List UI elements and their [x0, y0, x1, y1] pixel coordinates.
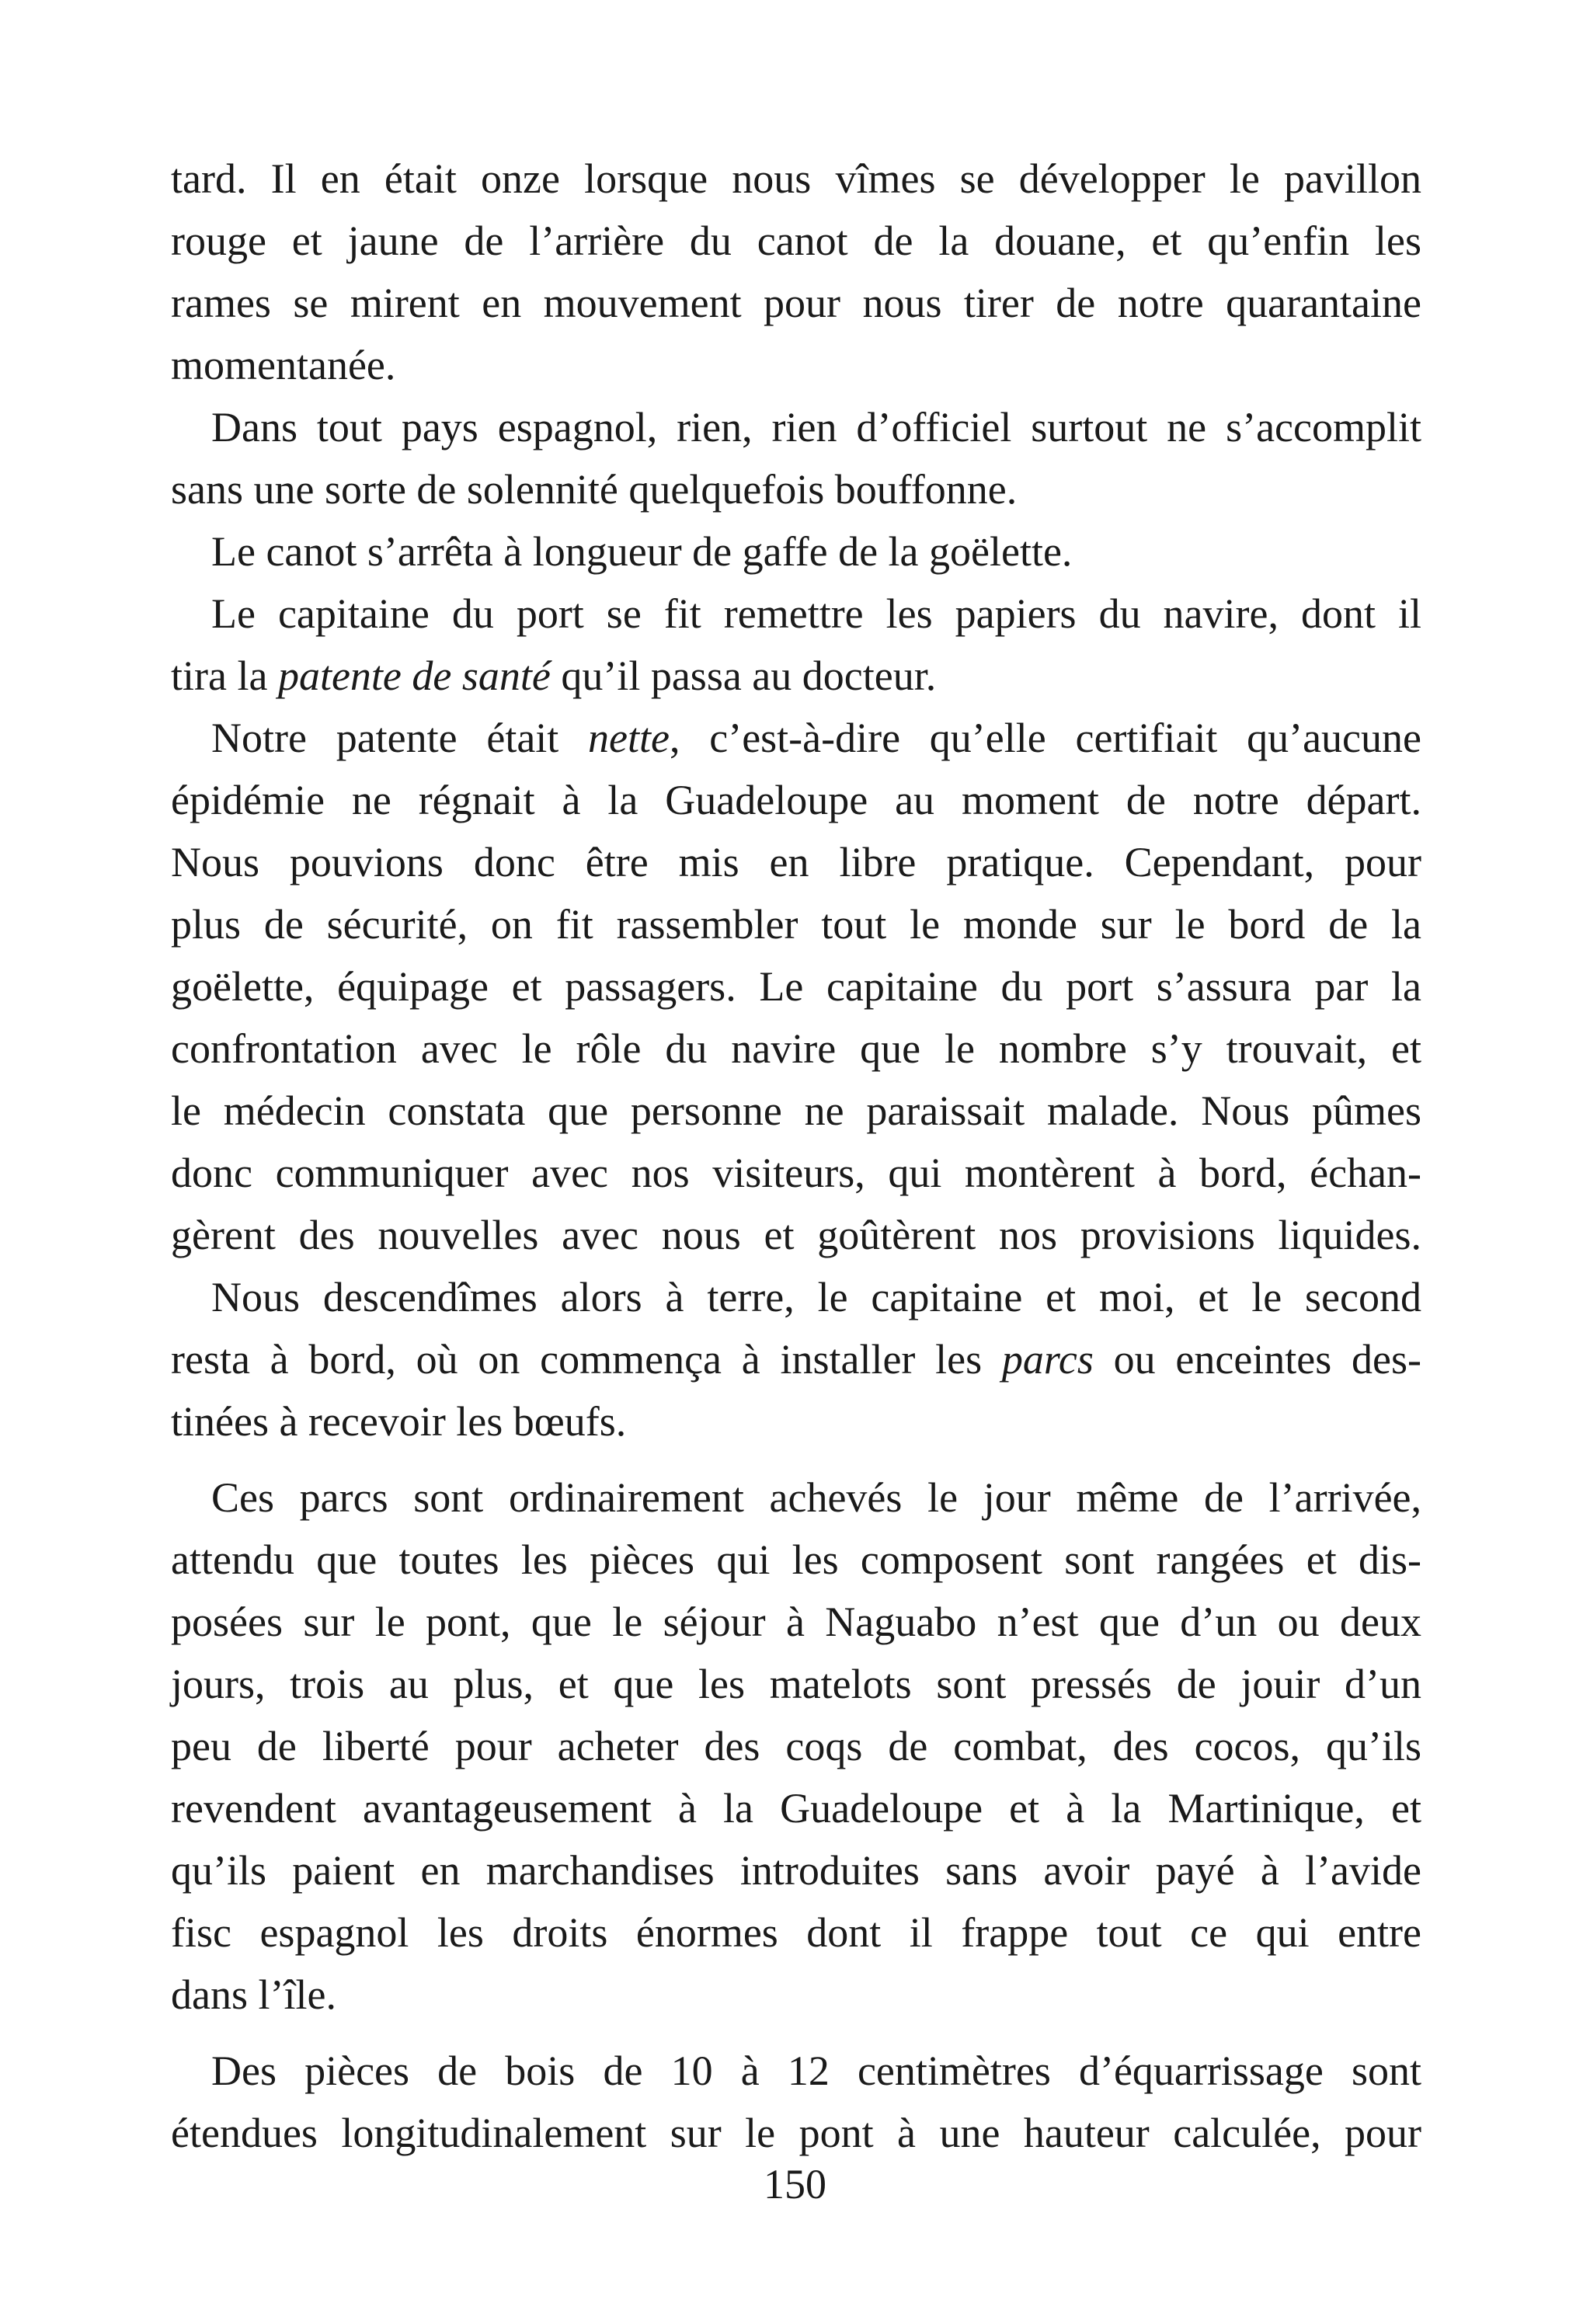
text-line: attendu que toutes les pièces qui les composent sont rangées et dis-: [171, 1536, 1421, 1583]
text-segment: resta à bord, où on commença à installer les: [171, 1336, 1002, 1383]
text-line: étendues longitudinalement sur le pont à une hauteur calculée, pour: [171, 2110, 1421, 2156]
text-line: rouge et jaune de l’arrière du canot de la douane, et qu’enfin les: [171, 217, 1421, 264]
text-segment: qu’il passa au docteur.: [550, 652, 937, 699]
text-line: épidémie ne régnait à la Guadeloupe au moment de notre départ.: [171, 777, 1421, 823]
text-line: peu de liberté pour acheter des coqs de combat, des cocos, qu’ils: [171, 1723, 1421, 1769]
body-text: [171, 148, 1421, 2164]
text-line: Ces parcs sont ordinairement achevés le jour même de l’arrivée,: [211, 1474, 1421, 1521]
text-line: tard. Il en était onze lorsque nous vîmes se développer le pavillon: [171, 155, 1421, 202]
text-line: momentanée.: [171, 342, 396, 388]
text-segment: Notre patente était: [211, 715, 589, 761]
text-line: Le capitaine du port se fit remettre les papiers du navire, dont il: [211, 590, 1421, 637]
text-line: confrontation avec le rôle du navire que le nombre s’y trouvait, et: [171, 1025, 1421, 1072]
text-line: rames se mirent en mouvement pour nous tirer de notre quarantaine: [171, 280, 1421, 326]
text-line: le médecin constata que personne ne paraissait malade. Nous pûmes: [171, 1087, 1421, 1134]
text-line: gèrent des nouvelles avec nous et goûtèrent nos provisions liquides.: [171, 1212, 1421, 1258]
italic-term: patente de santé: [277, 652, 551, 699]
text-line: [171, 707, 1421, 769]
text-line: fisc espagnol les droits énormes dont il frappe tout ce qui entre: [171, 1909, 1421, 1956]
text-line: revendent avantageusement à la Guadeloupe et à la Martinique, et: [171, 1785, 1421, 1832]
text-line: Des pièces de bois de 10 à 12 centimètres d’équarrissage sont: [211, 2047, 1421, 2094]
text-line: [171, 645, 1421, 707]
text-line: Dans tout pays espagnol, rien, rien d’officiel surtout ne s’accomplit: [211, 404, 1421, 451]
text-line: posées sur le pont, que le séjour à Naguabo n’est que d’un ou deux: [171, 1599, 1421, 1645]
text-line: Le canot s’arrêta à longueur de gaffe de la goëlette.: [211, 528, 1073, 575]
italic-term: parcs: [1001, 1336, 1094, 1383]
text-segment: , c’est-à-dire qu’elle certifiait qu’aucune: [670, 715, 1421, 761]
text-line: goëlette, équipage et passagers. Le capitaine du port s’assura par la: [171, 963, 1421, 1010]
text-line: jours, trois au plus, et que les matelots sont pressés de jouir d’un: [171, 1661, 1421, 1707]
text-line: qu’ils paient en marchandises introduites sans avoir payé à l’avide: [171, 1847, 1421, 1894]
text-line: Nous descendîmes alors à terre, le capitaine et moi, et le second: [211, 1274, 1421, 1320]
page-number: 150: [764, 2161, 826, 2207]
italic-term: nette: [588, 715, 670, 761]
text-line: [171, 1328, 1421, 1390]
text-line: sans une sorte de solennité quelquefois bouffonne.: [171, 466, 1018, 513]
text-segment: tira la: [171, 652, 278, 699]
text-line: dans l’île.: [171, 1971, 336, 2018]
text-line: donc communiquer avec nos visiteurs, qui montèrent à bord, échan-: [171, 1150, 1421, 1196]
text-segment: ou enceintes des-: [1093, 1336, 1421, 1383]
text-line: plus de sécurité, on fit rassembler tout le monde sur le bord de la: [171, 901, 1421, 948]
text-line: tinées à recevoir les bœufs.: [171, 1398, 627, 1445]
text-line: Nous pouvions donc être mis en libre pratique. Cependant, pour: [171, 839, 1421, 885]
